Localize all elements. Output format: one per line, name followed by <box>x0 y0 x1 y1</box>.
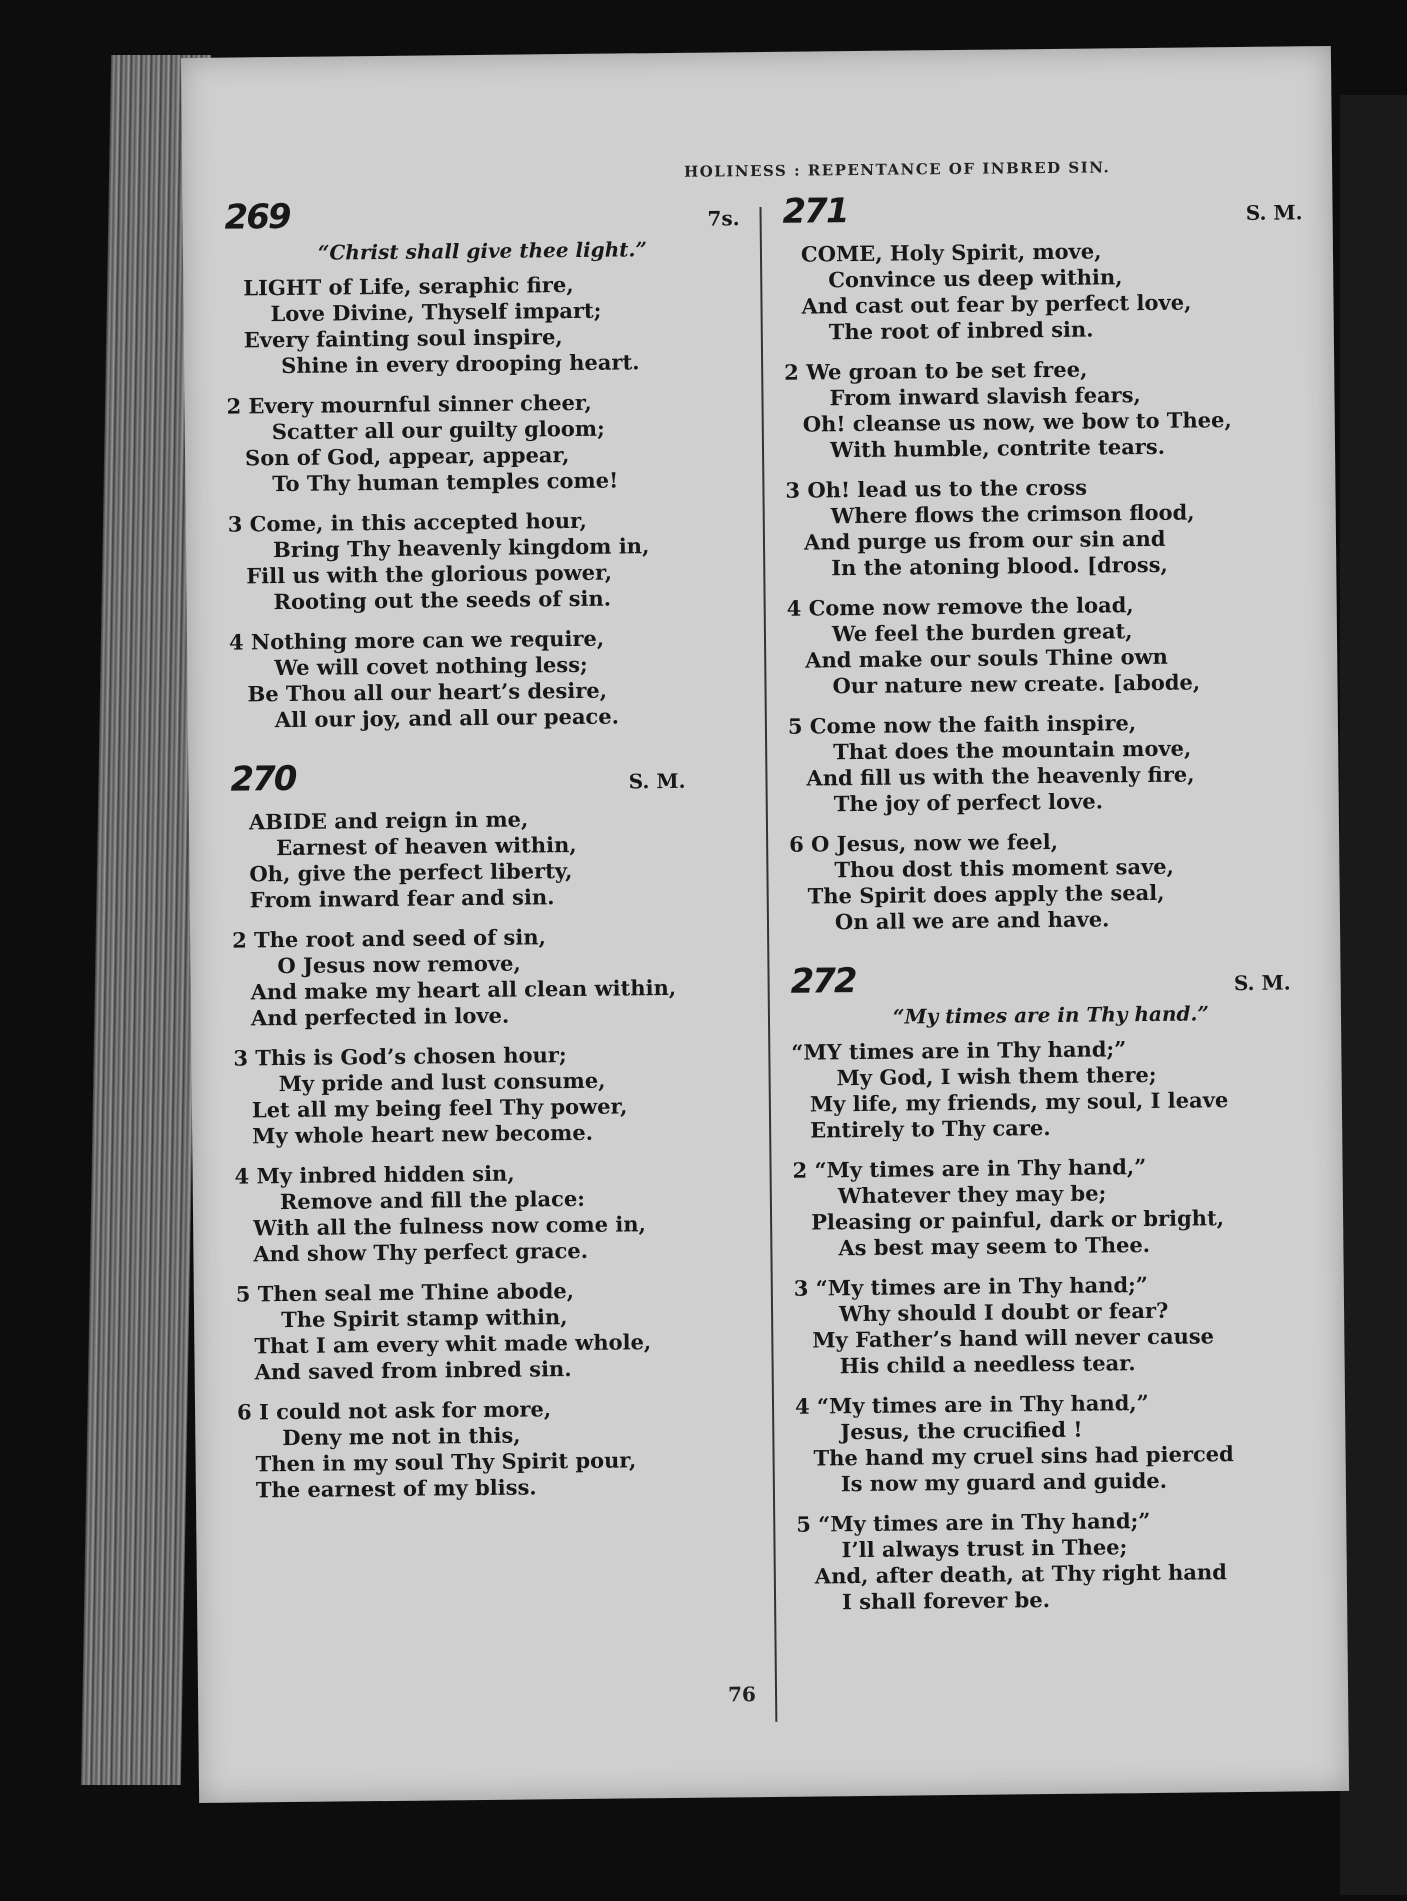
verse-line: O Jesus now remove, <box>277 950 521 979</box>
verse-line: Deny me not in this, <box>282 1422 521 1451</box>
verse-line: My Father’s hand will never cause <box>812 1323 1215 1353</box>
verse-line: And cast out fear by perfect love, <box>801 289 1192 319</box>
verse-line: Why should I doubt or fear? <box>838 1297 1169 1327</box>
verse-line: 5 “My times are in Thy hand;” <box>796 1507 1151 1537</box>
verse-line: Then in my soul Thy Spirit pour, <box>255 1447 637 1477</box>
verse-line: We feel the burden great, <box>831 618 1133 647</box>
hymn-number: 269 <box>224 196 290 238</box>
verse-4 <box>234 1158 750 1267</box>
verse-line: 6 O Jesus, now we feel, <box>789 828 1059 857</box>
verse-line: 2 Every mournful sinner cheer, <box>226 389 592 419</box>
verse-line: That does the mountain move, <box>833 735 1192 765</box>
verse-line: Our nature new create. [abode, <box>832 669 1201 699</box>
verse-line: 3 This is God’s chosen hour; <box>233 1042 567 1071</box>
verse-2 <box>784 354 1305 463</box>
verse-line: ABIDE and reign in me, <box>248 806 529 835</box>
verse-line: To Thy human temples come! <box>272 467 619 497</box>
verse-line: 3 Come, in this accepted hour, <box>227 507 588 537</box>
verse-6 <box>237 1394 753 1503</box>
verse-line: In the atoning blood. [dross, <box>831 551 1168 581</box>
verse-3 <box>228 506 744 615</box>
verse-line: From inward slavish fears, <box>829 382 1141 411</box>
verse-line: Every fainting soul inspire, <box>243 324 563 353</box>
verse-2 <box>792 1152 1313 1261</box>
verse-5 <box>788 708 1309 817</box>
facing-page-shadow <box>1340 95 1407 1895</box>
verse-line: With all the fulness now come in, <box>253 1211 647 1241</box>
verse-1 <box>791 1034 1312 1143</box>
verse-line: And perfected in love. <box>250 1002 510 1031</box>
verse-line: COME, Holy Spirit, move, <box>800 238 1102 267</box>
page-number: 76 <box>727 1682 757 1707</box>
verse-5 <box>236 1276 752 1385</box>
verse-line: Is now my guard and guide. <box>840 1467 1168 1497</box>
hymn-meter: S. M. <box>1245 200 1303 225</box>
verse-line: Let all my being feel Thy power, <box>251 1093 628 1123</box>
hymn-272 <box>790 956 1317 1615</box>
verse-4 <box>795 1388 1316 1497</box>
verse-line: Pleasing or painful, dark or bright, <box>810 1205 1225 1235</box>
verse-line: The hand my cruel sins had pierced <box>813 1441 1234 1471</box>
verse-line: 4 “My times are in Thy hand,” <box>794 1390 1149 1419</box>
verse-line: I’ll always trust in Thee; <box>841 1534 1128 1563</box>
verse-line: Earnest of heaven within, <box>276 831 577 861</box>
verse-line: And purge us from our sin and <box>803 525 1166 555</box>
verse-line: On all we are and have. <box>834 906 1110 935</box>
right-column <box>782 186 1317 1641</box>
hymn-271 <box>782 186 1310 935</box>
verse-line: 2 We groan to be set free, <box>784 356 1088 385</box>
hymn-title: “Christ shall give thee light.” <box>317 237 648 265</box>
verse-line: 3 “My times are in Thy hand;” <box>793 1272 1149 1301</box>
verse-line: Be Thou all our heart’s desire, <box>247 677 608 707</box>
verse-line: My God, I wish them there; <box>836 1061 1157 1091</box>
verse-2 <box>232 922 748 1031</box>
hymn-meter: 7s. <box>707 206 740 231</box>
verse-line: Oh, give the perfect liberty, <box>249 858 573 887</box>
verse-line: Scatter all our guilty gloom; <box>271 415 605 445</box>
verse-line: Thou dost this moment save, <box>834 853 1175 883</box>
hymn-269 <box>224 192 745 733</box>
verse-line: 2 The root and seed of sin, <box>232 924 546 953</box>
verse-line: That I am every whit made whole, <box>254 1329 652 1359</box>
verse-line: Son of God, appear, appear, <box>244 442 570 471</box>
verse-line: And saved from inbred sin. <box>254 1356 572 1385</box>
verse-line: “MY times are in Thy hand;” <box>791 1036 1127 1065</box>
verse-line: Where flows the crimson flood, <box>830 499 1195 529</box>
verse-line: Jesus, the crucified ! <box>840 1416 1083 1445</box>
running-header: HOLINESS : REPENTANCE OF INBRED SIN. <box>683 158 1111 181</box>
verse-line: My whole heart new become. <box>252 1119 594 1149</box>
verse-line: Convince us deep within, <box>828 264 1123 293</box>
verse-line: The Spirit stamp within, <box>280 1304 568 1333</box>
verse-line: Oh! cleanse us now, we bow to Thee, <box>802 407 1232 437</box>
verse-line: Rooting out the seeds of sin. <box>273 585 612 615</box>
verse-line: Bring Thy heavenly kingdom in, <box>272 533 650 563</box>
verse-line: I shall forever be. <box>841 1587 1051 1615</box>
verse-line: His child a needless tear. <box>839 1350 1136 1379</box>
verse-line: All our joy, and all our peace. <box>274 703 620 733</box>
verse-line: And make our souls Thine own <box>805 643 1168 673</box>
verse-line: Love Divine, Thyself impart; <box>270 297 602 327</box>
verse-3 <box>233 1040 749 1149</box>
verse-line: And fill us with the heavenly fire, <box>806 761 1195 791</box>
verse-line: The root of inbred sin. <box>828 316 1094 345</box>
verse-line: 5 Come now the faith inspire, <box>787 710 1137 739</box>
verse-3 <box>785 472 1306 581</box>
verse-line: The joy of perfect love. <box>833 788 1104 817</box>
verse-line: Entirely to Thy care. <box>810 1115 1051 1143</box>
verse-5 <box>796 1506 1317 1615</box>
hymn-title: “My times are in Thy hand.” <box>892 1001 1210 1029</box>
verse-line: My pride and lust consume, <box>278 1067 606 1097</box>
verse-line: And show Thy perfect grace. <box>253 1237 589 1267</box>
hymn-meter: S. M. <box>1233 970 1291 996</box>
hymn-meter: S. M. <box>628 768 686 794</box>
verse-1 <box>225 270 741 379</box>
verse-line: 4 Nothing more can we require, <box>228 625 605 655</box>
verse-4 <box>787 590 1308 699</box>
verse-line: Fill us with the glorious power, <box>246 559 613 589</box>
verse-line: 4 My inbred hidden sin, <box>234 1160 515 1189</box>
verse-line: The Spirit does apply the seal, <box>807 879 1165 909</box>
verse-1 <box>231 804 747 913</box>
verse-line: As best may seem to Thee. <box>838 1231 1151 1261</box>
column-divider <box>759 207 777 1722</box>
verse-4 <box>229 624 745 733</box>
verse-line: From inward fear and sin. <box>249 884 555 913</box>
verse-line: 3 Oh! lead us to the cross <box>785 474 1088 503</box>
verse-line: With humble, contrite tears. <box>829 433 1166 463</box>
verse-line: 4 Come now remove the load, <box>786 592 1134 621</box>
hymn-number: 270 <box>230 758 296 800</box>
verse-line: 2 “My times are in Thy hand,” <box>792 1154 1147 1183</box>
verse-line: And, after death, at Thy right hand <box>814 1559 1227 1589</box>
verse-line: 5 Then seal me Thine abode, <box>235 1278 575 1307</box>
verse-line: Shine in every drooping heart. <box>280 349 640 379</box>
verse-line: Whatever they may be; <box>837 1180 1107 1209</box>
hymn-number: 271 <box>782 191 848 232</box>
verse-line: We will covet nothing less; <box>274 651 588 681</box>
hymn-270 <box>230 754 753 1503</box>
verse-line: LIGHT of Life, seraphic fire, <box>243 271 574 301</box>
verse-line: And make my heart all clean within, <box>250 974 677 1005</box>
hymn-number: 272 <box>790 961 856 1002</box>
verse-6 <box>789 826 1310 935</box>
verse-line: 6 I could not ask for more, <box>236 1396 552 1425</box>
verse-line: My life, my friends, my soul, I leave <box>809 1087 1229 1117</box>
hymnal-page <box>181 46 1349 1803</box>
left-column <box>224 192 753 1529</box>
verse-line: The earnest of my bliss. <box>255 1474 537 1503</box>
verse-1 <box>783 236 1304 345</box>
verse-3 <box>794 1270 1315 1379</box>
verse-2 <box>226 388 742 497</box>
verse-line: Remove and fill the place: <box>279 1185 586 1215</box>
